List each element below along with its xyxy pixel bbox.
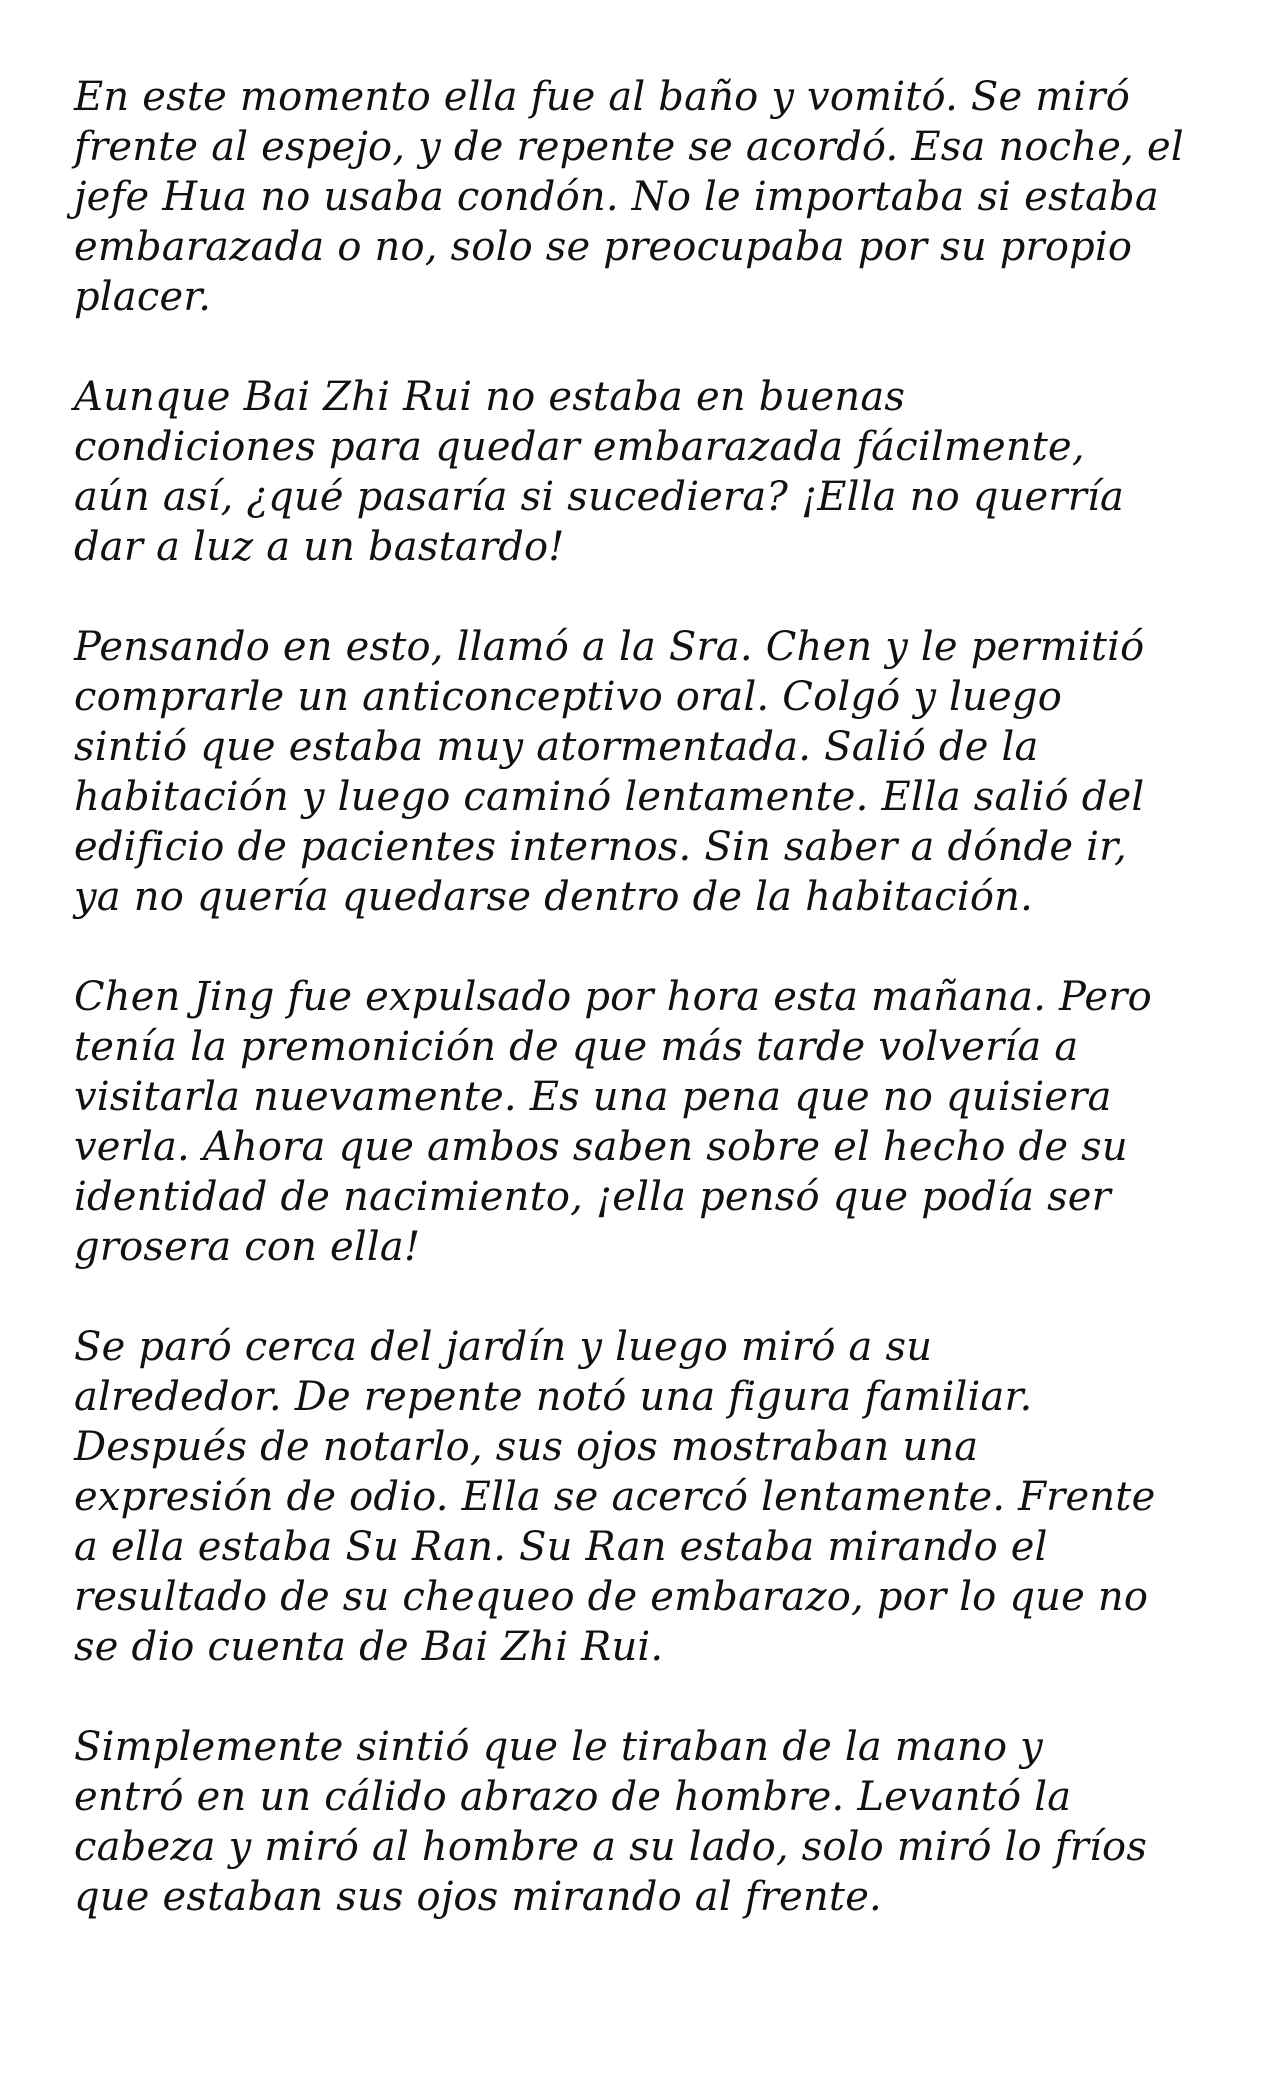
paragraph-6 [74,1722,1214,1922]
paragraph-2 [74,372,1214,572]
text-line: Después de notarlo, sus ojos mostraban una [74,1424,979,1470]
text-line: aún así, ¿qué pasaría si sucediera? ¡Ella no querría [74,474,1125,520]
text-line: edificio de pacientes internos. Sin saber a dónde ir, [74,824,1127,870]
text-line: condiciones para quedar embarazada fácilmente, [74,424,1085,470]
text-line: dar a luz a un bastardo! [74,524,565,570]
text-line: Aunque Bai Zhi Rui no estaba en buenas [74,374,906,420]
text-line: visitarla nuevamente. Es una pena que no quisiera [74,1074,1112,1120]
text-line: a ella estaba Su Ran. Su Ran estaba mirando el [74,1524,1048,1570]
text-line: cabeza y miró al hombre a su lado, solo miró lo fríos [74,1824,1148,1870]
text-line: Chen Jing fue expulsado por hora esta mañana. Pero [74,974,1152,1020]
text-line: placer. [74,274,212,320]
paragraph-3 [74,622,1214,922]
text-line: En este momento ella fue al baño y vomitó. Se miró [74,74,1131,120]
text-line: sintió que estaba muy atormentada. Salió de la [74,724,1039,770]
paragraph-4 [74,972,1214,1272]
text-line: Se paró cerca del jardín y luego miró a su [74,1324,933,1370]
text-line: frente al espejo, y de repente se acordó. Esa noche, el [74,124,1184,170]
text-line: comprarle un anticonceptivo oral. Colgó y luego [74,674,1062,720]
paragraph-1 [74,72,1214,322]
text-line: habitación y luego caminó lentamente. Ella salió del [74,774,1145,820]
text-line: embarazada o no, solo se preocupaba por su propio [74,224,1133,270]
text-line: grosera con ella! [74,1224,421,1270]
text-line: Simplemente sintió que le tiraban de la mano y [74,1724,1043,1770]
text-line: identidad de nacimiento, ¡ella pensó que podía ser [74,1174,1111,1220]
text-line: ya no quería quedarse dentro de la habitación. [74,874,1034,920]
text-line: se dio cuenta de Bai Zhi Rui. [74,1624,664,1670]
text-line: entró en un cálido abrazo de hombre. Levantó la [74,1774,1072,1820]
document-page [74,72,1214,1972]
text-line: que estaban sus ojos mirando al frente. [74,1874,882,1920]
text-line: alrededor. De repente notó una figura familiar. [74,1374,1033,1420]
text-line: verla. Ahora que ambos saben sobre el hecho de su [74,1124,1128,1170]
text-line: Pensando en esto, llamó a la Sra. Chen y le permitió [74,624,1145,670]
paragraph-5 [74,1322,1214,1672]
text-line: expresión de odio. Ella se acercó lentamente. Frente [74,1474,1156,1520]
text-line: jefe Hua no usaba condón. No le importaba si estaba [74,174,1159,220]
text-line: tenía la premonición de que más tarde volvería a [74,1024,1079,1070]
text-line: resultado de su chequeo de embarazo, por lo que no [74,1574,1149,1620]
